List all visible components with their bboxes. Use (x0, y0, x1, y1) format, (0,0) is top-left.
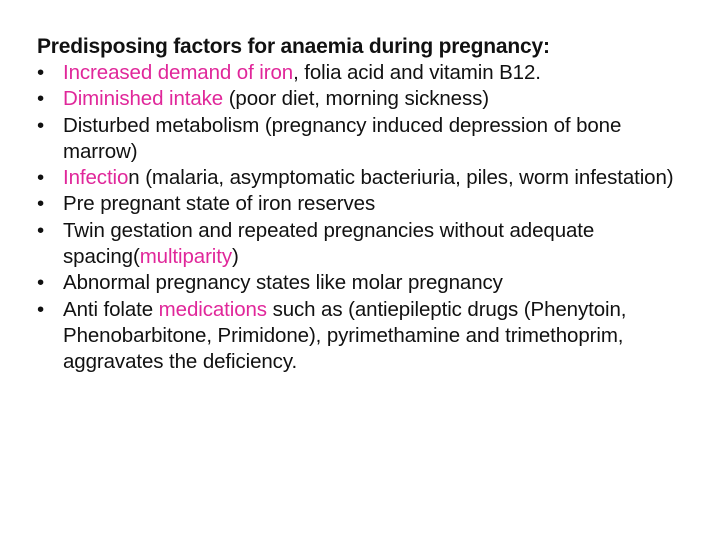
factor-item (37, 60, 687, 86)
bullet-icon: • (37, 218, 45, 242)
factor-item (37, 113, 687, 166)
factor-text: Pre pregnant state of iron reserves (63, 192, 376, 216)
factor-text: (poor diet, morning sickness) (223, 87, 489, 111)
factor-text: such as (antiepileptic drugs (Phenytoin, Phenobarbitone, Primidone), pyrimethamine and trimethoprim, aggravates the deficiency. (63, 297, 627, 374)
bullet-icon: • (37, 166, 45, 190)
factor-text: , folia acid and vitamin B12. (293, 61, 541, 84)
factor-text-highlight: medications (158, 297, 267, 321)
factor-item (37, 165, 687, 191)
factor-text: Abnormal pregnancy states like molar pregnancy (63, 271, 503, 295)
factor-item (37, 218, 687, 271)
bullet-icon: • (37, 192, 45, 216)
bullet-icon: • (37, 271, 45, 295)
factor-item (37, 270, 687, 296)
factor-item (37, 86, 687, 112)
bullet-icon: • (37, 297, 45, 321)
factor-text-highlight: multiparity (139, 245, 232, 269)
factor-text: Anti folate (63, 297, 159, 321)
slide-content (37, 34, 687, 376)
factor-text-highlight: Infectio (63, 166, 129, 190)
factor-text-highlight: Diminished intake (63, 87, 224, 111)
factor-text: n (malaria, asymptomatic bacteriuria, piles, worm infestation) (128, 166, 674, 190)
bullet-icon: • (37, 61, 45, 84)
factor-item (37, 297, 687, 376)
slide-heading: Predisposing factors for anaemia during pregnancy: (37, 35, 550, 58)
factor-text: ) (232, 245, 239, 269)
bullet-icon: • (37, 113, 45, 137)
factor-list (37, 60, 687, 376)
factor-text: Disturbed metabolism (pregnancy induced depression of bone marrow) (63, 113, 622, 163)
factor-text: Twin gestation and repeated pregnancies without adequate spacing( (63, 218, 595, 269)
factor-text-highlight: Increased demand of iron (63, 61, 294, 84)
bullet-icon: • (37, 87, 45, 111)
factor-item (37, 191, 687, 217)
